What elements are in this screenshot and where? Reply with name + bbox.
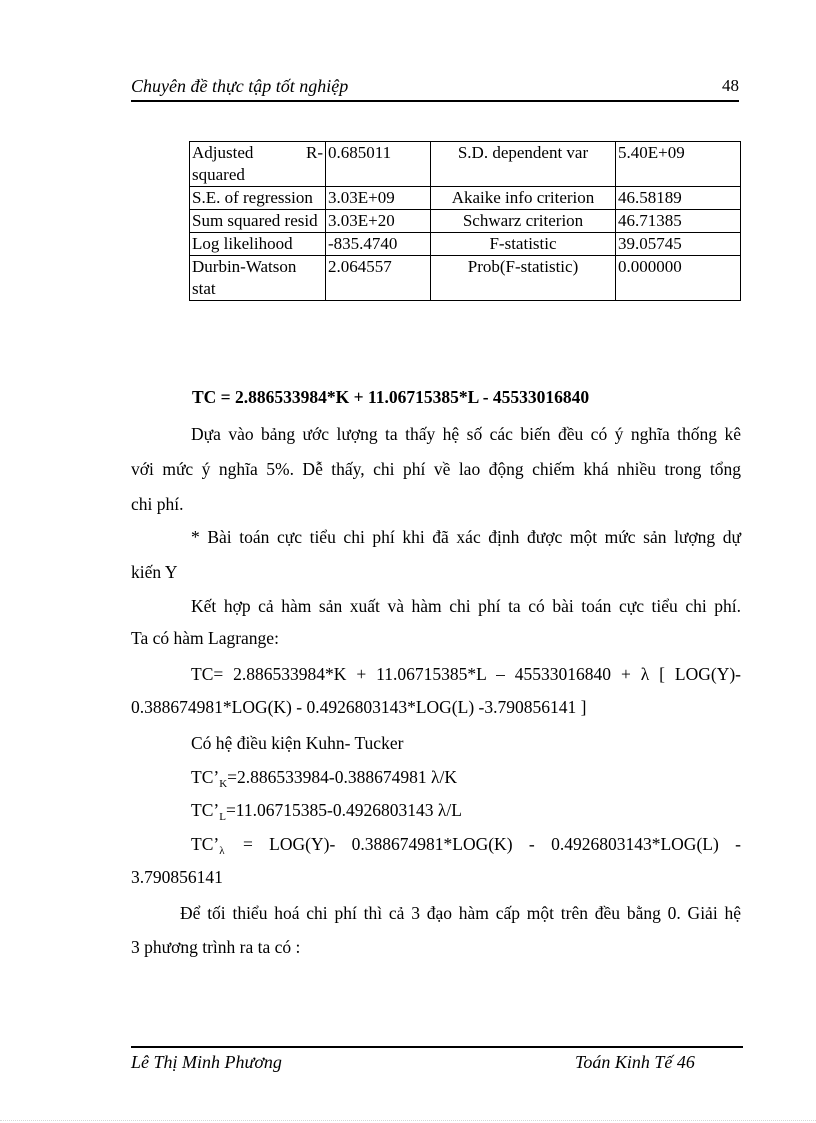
table-cell: 0.000000: [616, 256, 741, 301]
paragraph-1-line-1: Dựa vào bảng ước lượng ta thấy hệ số các biến đều có ý nghĩa thống kê: [191, 424, 741, 444]
lagrange-line-1: TC= 2.886533984*K + 11.06715385*L – 45533016840 + λ [ LOG(Y)-: [191, 664, 741, 684]
table-cell: S.D. dependent var: [431, 142, 616, 187]
table-cell: S.E. of regression: [190, 187, 326, 210]
table-row: [190, 210, 741, 233]
cost-function-equation: TC = 2.886533984*K + 11.06715385*L - 45533016840: [192, 387, 590, 407]
table-cell: 46.58189: [616, 187, 741, 210]
author-name: Lê Thị Minh Phương: [131, 1052, 282, 1072]
lagrange-line-2: 0.388674981*LOG(K) - 0.4926803143*LOG(L) -3.790856141 ]: [131, 697, 587, 717]
table-cell: Sum squared resid: [190, 210, 326, 233]
table-cell: -835.4740: [326, 233, 431, 256]
table-cell: Prob(F-statistic): [431, 256, 616, 301]
table-cell: 39.05745: [616, 233, 741, 256]
derivative-lambda-line-2: 3.790856141: [131, 867, 223, 887]
document-title: Chuyên đề thực tập tốt nghiệp: [131, 76, 349, 96]
page-number: 48: [722, 76, 739, 95]
table-cell: 46.71385: [616, 210, 741, 233]
paragraph-4-line-2: 3 phương trình ra ta có :: [131, 937, 301, 957]
table-cell: Akaike info criterion: [431, 187, 616, 210]
table-cell: Adjusted R-squared: [190, 142, 326, 187]
paragraph-3-line-1: Kết hợp cả hàm sản xuất và hàm chi phí ta có bài toán cực tiểu chi phí.: [191, 596, 741, 616]
paragraph-3-line-2: Ta có hàm Lagrange:: [131, 628, 279, 648]
paragraph-2-line-2: kiến Y: [131, 562, 178, 582]
table-cell: 5.40E+09: [616, 142, 741, 187]
page-header: [131, 76, 739, 102]
table-cell: F-statistic: [431, 233, 616, 256]
table-cell: 0.685011: [326, 142, 431, 187]
paragraph-4-line-1: Để tối thiểu hoá chi phí thì cả 3 đạo hàm cấp một trên đều bằng 0. Giải hệ: [180, 903, 741, 923]
table-row: [190, 142, 741, 187]
paragraph-2-line-1: * Bài toán cực tiểu chi phí khi đã xác định được một mức sản lượng dự: [191, 527, 741, 547]
paragraph-1-line-2: với mức ý nghĩa 5%. Dễ thấy, chi phí về lao động chiếm khá nhiều trong tổng: [131, 459, 741, 479]
table-row: [190, 256, 741, 301]
table-cell: 2.064557: [326, 256, 431, 301]
page-footer: [131, 1046, 743, 1074]
table-cell: Schwarz criterion: [431, 210, 616, 233]
derivative-lambda: $TC’_\lambda$ = LOG(Y)- 0.388674981*LOG(K) - 0.4926803143*LOG(L) -: [191, 834, 741, 857]
table-cell: 3.03E+20: [326, 210, 431, 233]
table-row: [190, 233, 741, 256]
table-row: [190, 187, 741, 210]
derivative-k: $TC’_K=2.886533984-0.388674981$ λ/K: [191, 767, 457, 790]
derivative-l: $TC’_L=11.06715385-0.4926803143$ λ/L: [191, 800, 462, 823]
kuhn-tucker-heading: Có hệ điều kiện Kuhn- Tucker: [191, 733, 404, 753]
regression-stats-table: [189, 141, 741, 301]
paragraph-1-line-3: chi phí.: [131, 494, 184, 514]
table-cell: Log likelihood: [190, 233, 326, 256]
table-cell: Durbin-Watson stat: [190, 256, 326, 301]
page-bottom-divider: [0, 1120, 816, 1121]
course-name: Toán Kinh Tế 46: [575, 1052, 695, 1072]
table-cell: 3.03E+09: [326, 187, 431, 210]
